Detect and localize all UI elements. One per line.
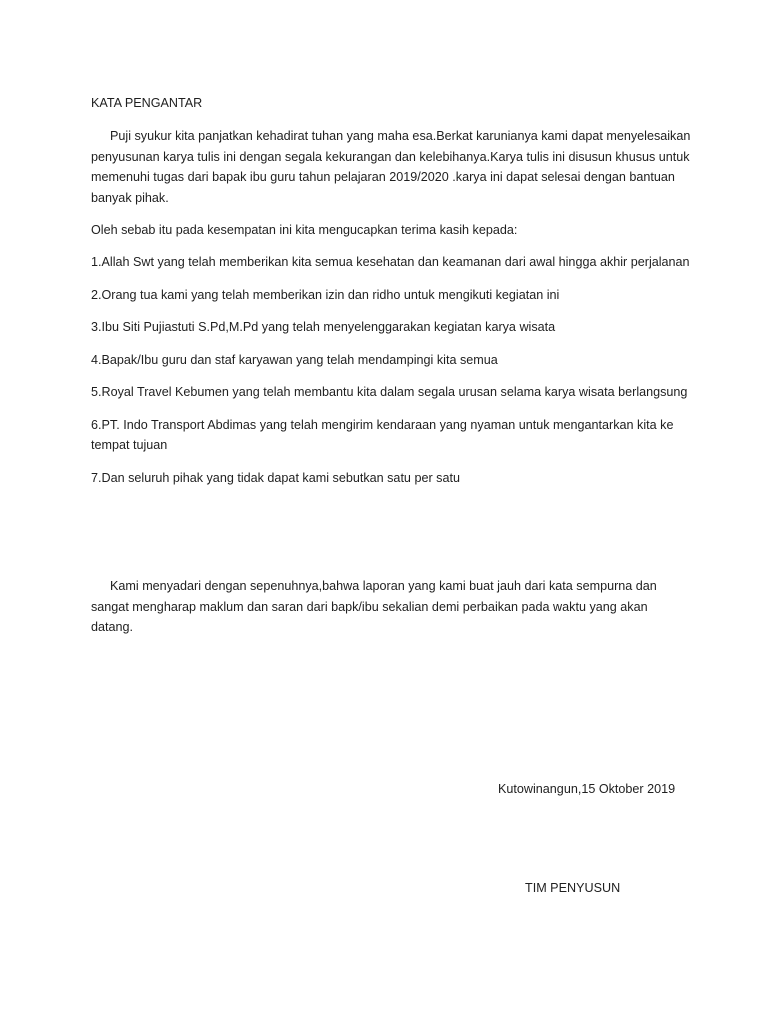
list-item: 5.Royal Travel Kebumen yang telah membantu kita dalam segala urusan selama karya wisata berlangsung xyxy=(91,385,688,399)
list-item: 3.Ibu Siti Pujiastuti S.Pd,M.Pd yang telah menyelenggarakan kegiatan karya wisata xyxy=(91,320,556,334)
team-signature-label: TIM PENYUSUN xyxy=(525,881,621,895)
closing-paragraph: Kami menyadari dengan sepenuhnya,bahwa laporan yang kami buat jauh dari kata sempurna dan sangat mengharap maklum dan saran dari bapk/ibu sekalian demi perbaikan pada waktu yang akan datang. xyxy=(91,579,657,634)
list-item: 4.Bapak/Ibu guru dan staf karyawan yang telah mendampingi kita semua xyxy=(91,352,498,367)
thanks-list xyxy=(91,252,691,500)
document-title: KATA PENGANTAR xyxy=(91,96,203,110)
list-item: 7.Dan seluruh pihak yang tidak dapat kami sebutkan satu per satu xyxy=(91,470,460,485)
intro-paragraph: Puji syukur kita panjatkan kehadirat tuhan yang maha esa.Berkat karunianya kami dapat menyelesaikan penyusunan karya tulis ini dengan segala kekurangan dan kelebihanya.Karya tulis ini disusun khusus untuk memenuhi tugas dari bapak ibu guru tahun pelajaran 2019/2020 .karya ini dapat selesai dengan bantuan banyak pihak. xyxy=(91,129,691,205)
thanks-intro: Oleh sebab itu pada kesempatan ini kita mengucapkan terima kasih kepada: xyxy=(91,223,518,237)
list-item: 2.Orang tua kami yang telah memberikan izin dan ridho untuk mengikuti kegiatan ini xyxy=(91,287,560,302)
place-date: Kutowinangun,15 Oktober 2019 xyxy=(498,782,676,796)
list-item: 6.PT. Indo Transport Abdimas yang telah mengirim kendaraan yang nyaman untuk mengantarkan kita ke tempat tujuan xyxy=(91,417,674,452)
list-item: 1.Allah Swt yang telah memberikan kita semua kesehatan dan keamanan dari awal hingga akhir perjalanan xyxy=(91,255,690,269)
